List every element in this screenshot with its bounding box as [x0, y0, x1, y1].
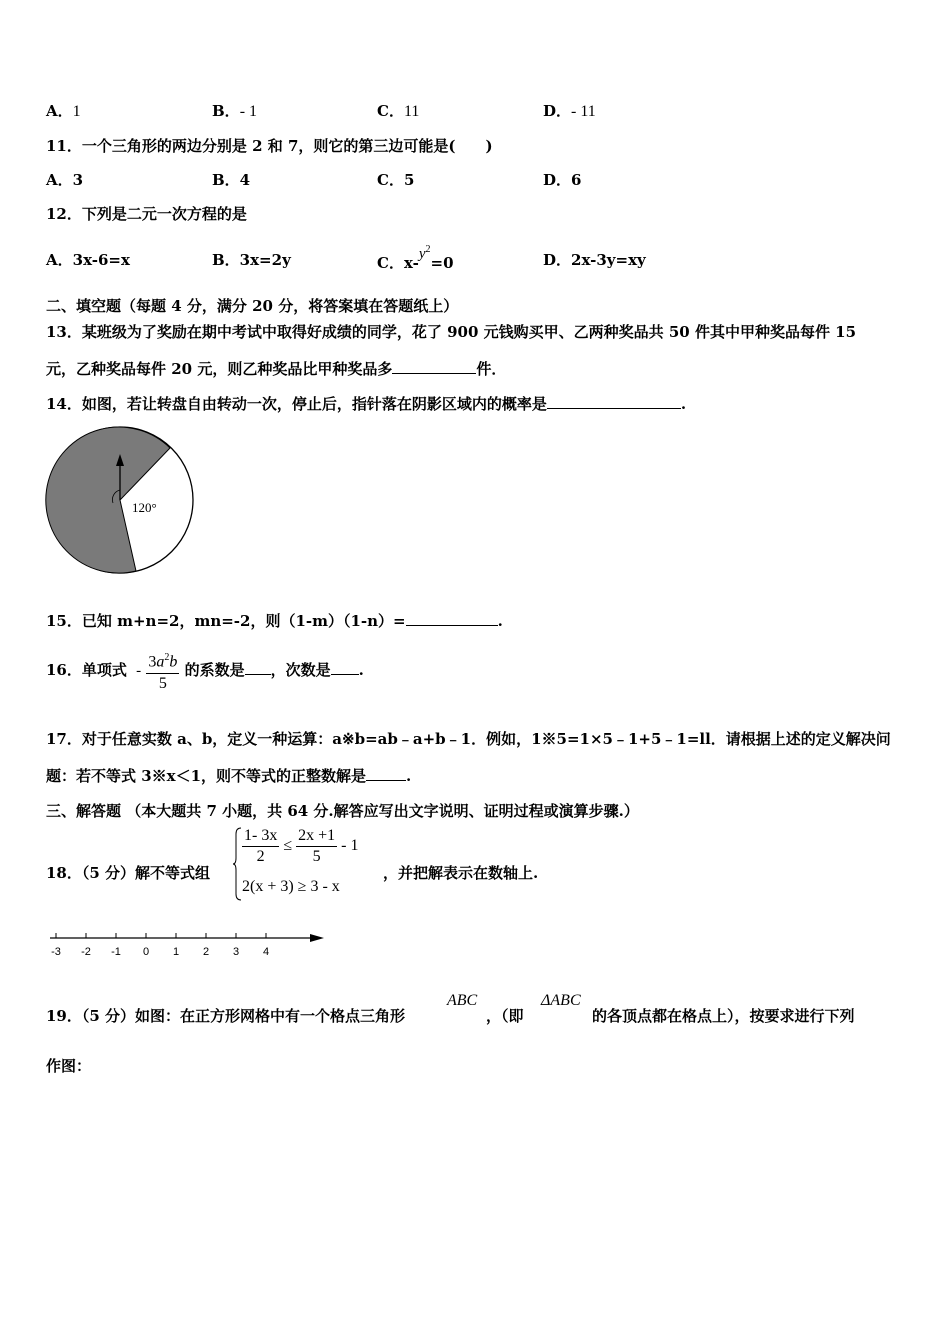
- number-line-label: -2: [81, 946, 91, 958]
- q19-post: 的各顶点都在格点上），按要求进行下列: [592, 1007, 855, 1025]
- number-line-label: 1: [172, 946, 180, 958]
- angle-label: 120°: [132, 500, 157, 515]
- q18-inequality-system: [232, 826, 382, 902]
- q19-abc: ABC: [447, 992, 478, 1009]
- q18-brace: [232, 826, 242, 902]
- number-line-label: -3: [51, 946, 61, 958]
- q16-coefficient-blank[interactable]: [245, 660, 271, 675]
- q13-line1: 13．某班级为了奖励在期中考试中取得好成绩的同学，花了 900 元钱购买甲、乙两种奖品共 50 件其中甲种奖品每件 15: [46, 323, 857, 341]
- spinner-figure: [40, 420, 205, 580]
- q17-answer-blank[interactable]: [366, 766, 406, 781]
- q11-stem: 11．一个三角形的两边分别是 2 和 7，则它的第三边可能是( ): [46, 137, 493, 155]
- section2-heading: 二、填空题（每题 4 分，满分 20 分，将答案填在答题纸上）: [46, 297, 459, 315]
- q15-stem: 15．已知 m+n=2，mn=-2，则（1-m）（1-n）= .: [46, 612, 503, 630]
- q14-answer-blank[interactable]: [547, 394, 681, 409]
- q10-option-b: B．- 1: [212, 102, 258, 120]
- number-line-label: -1: [111, 946, 121, 958]
- q19-mid: ，（即: [486, 1007, 524, 1025]
- number-line-arrow: [310, 934, 324, 942]
- q17-line2: 题：若不等式 3※x＜1，则不等式的正整数解是 .: [46, 767, 412, 785]
- q12-option-d: D．2x-3y=xy: [543, 251, 646, 269]
- number-line: [46, 928, 331, 962]
- q15-answer-blank[interactable]: [406, 611, 498, 626]
- q19-line1: 19．（5 分）如图：在正方形网格中有一个格点三角形: [46, 1007, 406, 1025]
- q14-stem: 14．如图，若让转盘自由转动一次，停止后，指针落在阴影区域内的概率是 .: [46, 395, 687, 413]
- q18-ineq2: 2(x + 3) ≥ 3 - x: [242, 878, 340, 895]
- q12-stem: 12．下列是二元一次方程的是: [46, 205, 247, 223]
- q17-line1: 17．对于任意实数 a、b，定义一种运算：a※b=ab﹣a+b﹣1．例如，1※5=1×5﹣1+5﹣1=ll．请根据上述的定义解决问: [46, 730, 891, 748]
- q11-option-a: A．3: [46, 171, 84, 189]
- q16-fraction: $\frac{3a^2b}{5}$: [146, 648, 179, 693]
- q13-line2: 元，乙种奖品每件 20 元，则乙种奖品比甲种奖品多 件．: [46, 360, 507, 378]
- q10-option-a: A．1: [46, 102, 81, 120]
- q12-option-c: C．$x-y^2=0$: [377, 244, 454, 272]
- q19-line2: 作图：: [46, 1057, 92, 1075]
- q18-pre: 18．（5 分）解不等式组: [46, 864, 211, 882]
- q10-option-d: D．- 11: [543, 102, 596, 120]
- q18-post: ，并把解表示在数轴上.: [383, 864, 539, 882]
- q11-option-c: C．5: [377, 171, 415, 189]
- q16-line: 16．单项式 - $\frac{3a^2b}{5}$ 的系数是 ，次数是 .: [46, 648, 364, 692]
- number-line-label: 0: [142, 946, 150, 958]
- q11-option-b: B．4: [212, 171, 251, 189]
- q19-triangle: ΔABC: [541, 992, 581, 1009]
- q12-option-b: B．3x=2y: [212, 251, 291, 269]
- q12-option-a: A．3x-6=x: [46, 251, 130, 269]
- q16-degree-blank[interactable]: [331, 660, 359, 675]
- number-line-label: 3: [232, 946, 240, 958]
- number-line-label: 2: [202, 946, 210, 958]
- q10-option-c: C．11: [377, 102, 420, 120]
- q18-ineq1: $\frac{1- 3x}{2}$ ≤ $\frac{2x +1}{5}$ - 1: [244, 827, 359, 865]
- q11-option-d: D．6: [543, 171, 582, 189]
- number-line-label: 4: [262, 946, 270, 958]
- section3-heading: 三、解答题 （本大题共 7 小题，共 64 分.解答应写出文字说明、证明过程或演算步骤.）: [46, 802, 639, 820]
- q13-answer-blank[interactable]: [392, 359, 476, 374]
